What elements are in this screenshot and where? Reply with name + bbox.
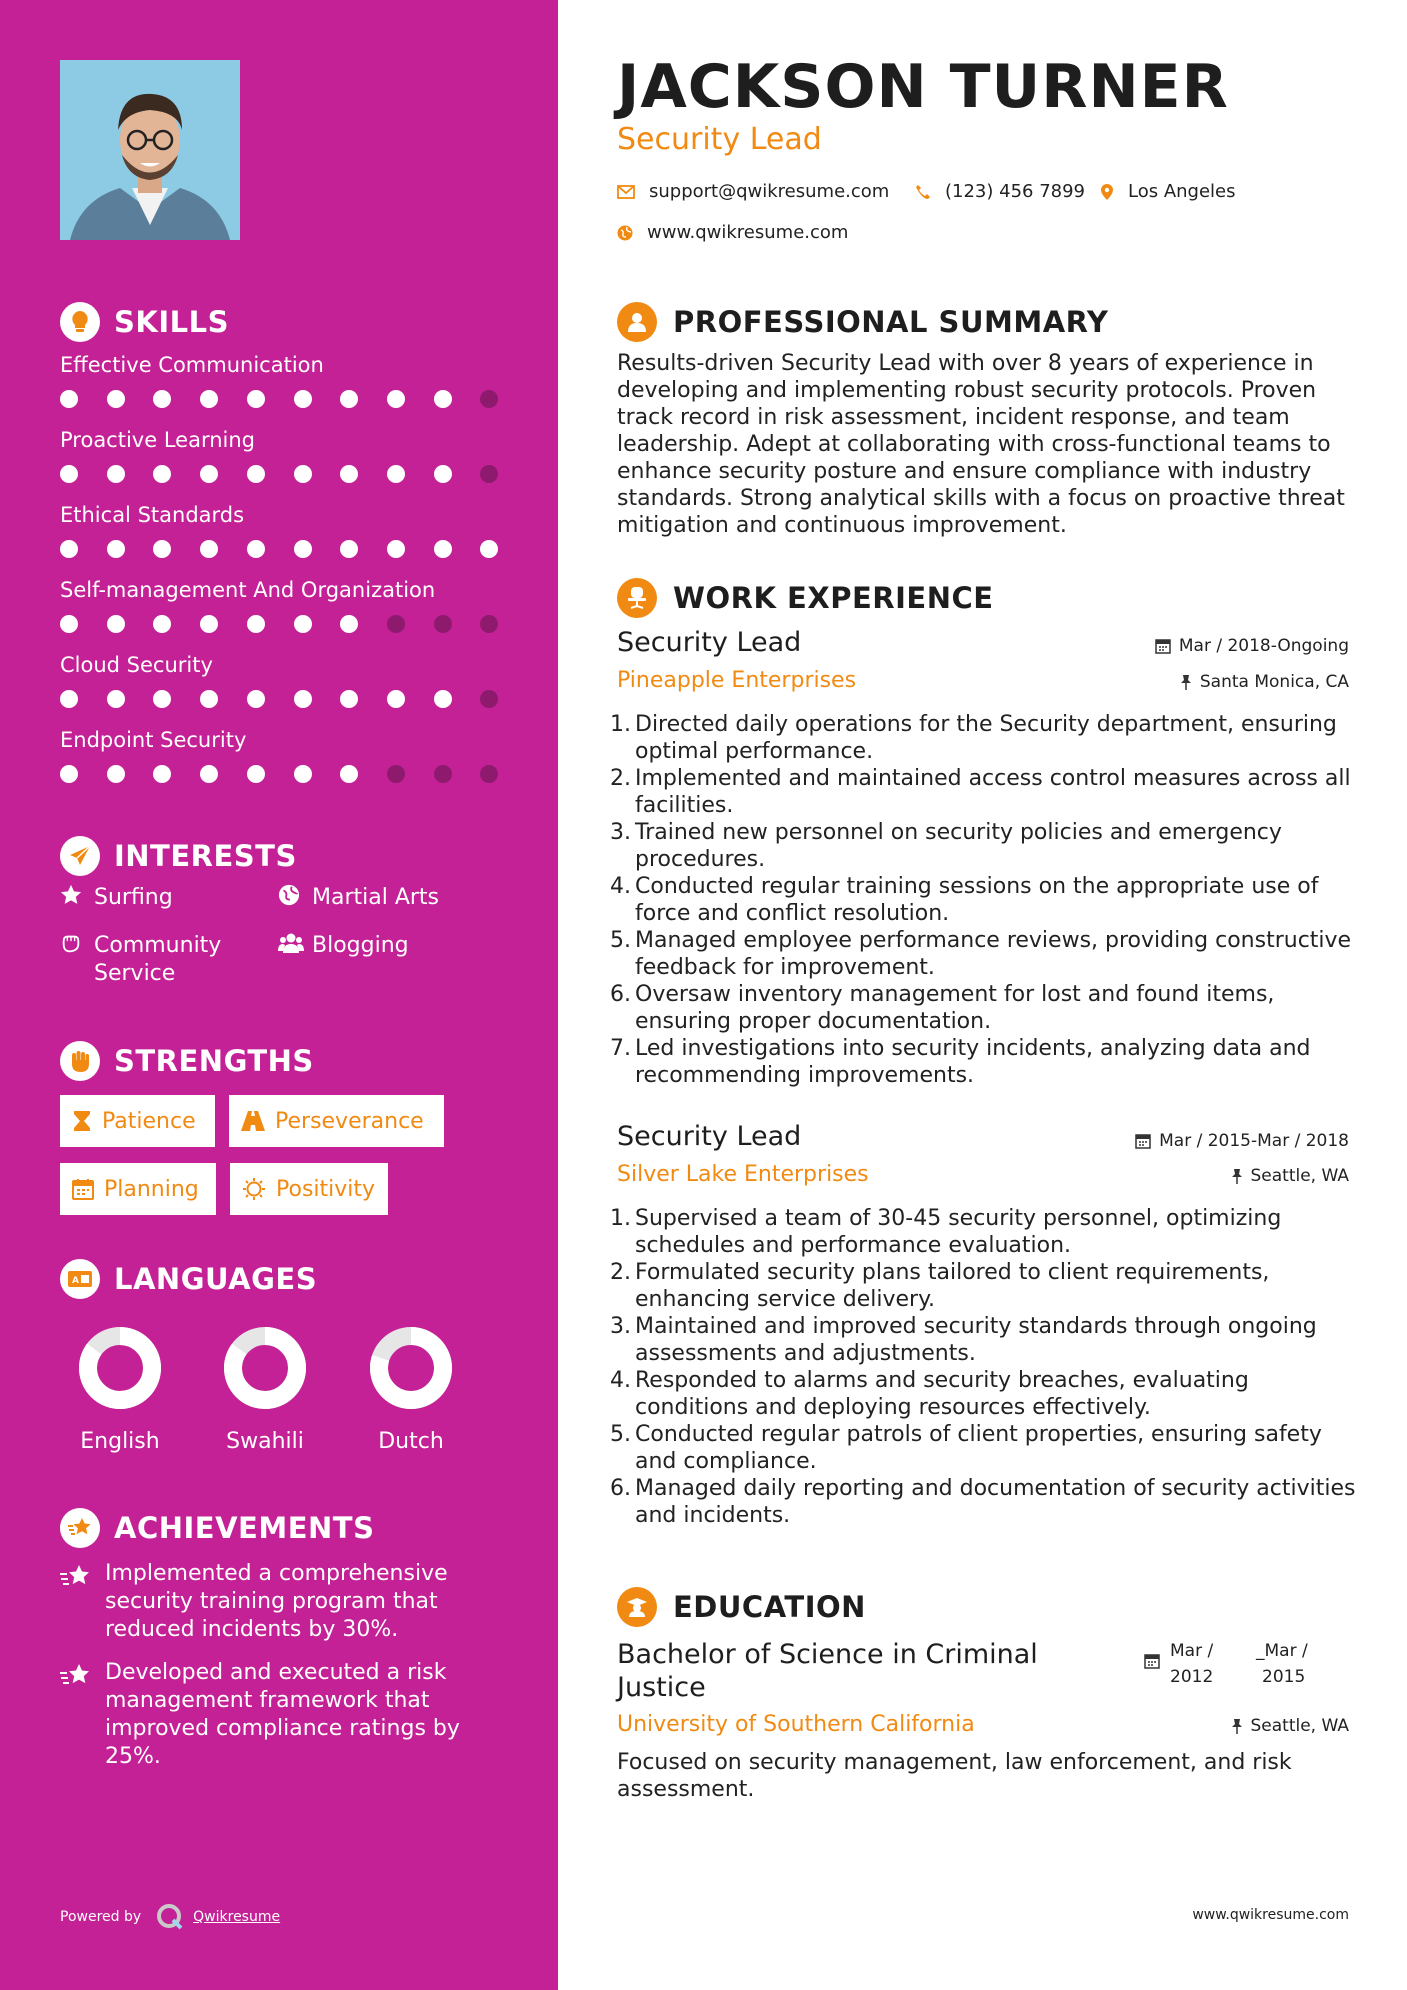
skill-dot-filled <box>434 390 452 408</box>
skill-dot-filled <box>340 765 358 783</box>
skill-dot-filled <box>247 465 265 483</box>
calendar-icon <box>1155 638 1171 654</box>
skill-dot-filled <box>247 690 265 708</box>
graduate-icon <box>617 1587 657 1627</box>
job-bullet <box>610 981 1360 1035</box>
user-icon <box>617 302 657 342</box>
strength-label: Patience <box>102 1108 196 1134</box>
skill-item <box>60 725 510 785</box>
powered-by-label: Powered by <box>60 1909 142 1925</box>
interests-title: INTERESTS <box>114 839 297 873</box>
skill-dot-filled <box>153 390 171 408</box>
skill-dot-filled <box>200 390 218 408</box>
skill-dot-filled <box>294 615 312 633</box>
language-english <box>65 1325 175 1454</box>
skill-dot-filled <box>247 615 265 633</box>
lightbulb-icon <box>60 302 100 342</box>
job-bullet <box>610 1313 1360 1367</box>
skill-dot-filled <box>107 765 125 783</box>
shooting-star-icon <box>60 1560 105 1644</box>
job-company: Silver Lake Enterprises <box>617 1162 869 1187</box>
job-bullet <box>610 819 1360 873</box>
skill-dot-filled <box>340 615 358 633</box>
pushpin-icon <box>1231 1718 1243 1734</box>
bullet-text: Maintained and improved security standards through ongoing assessments and adjustments. <box>635 1314 1317 1366</box>
job-location-text: Santa Monica, CA <box>1199 672 1349 692</box>
star-icon <box>60 884 94 914</box>
skill-item <box>60 650 510 710</box>
skill-name: Proactive Learning <box>60 428 255 452</box>
skill-dot-filled <box>200 615 218 633</box>
strengths-heading <box>60 1041 314 1081</box>
skill-dot-empty <box>387 615 405 633</box>
candidate-role: Security Lead <box>617 122 822 157</box>
job-location-text: Seattle, WA <box>1250 1166 1349 1186</box>
skill-dot-empty <box>480 390 498 408</box>
calendar-icon <box>72 1178 94 1200</box>
bullet-text: Supervised a team of 30-45 security personnel, optimizing schedules and performance evaluation. <box>635 1206 1282 1258</box>
bullet-number: 4. <box>610 874 631 899</box>
skill-dot-filled <box>153 765 171 783</box>
email-text: support@qwikresume.com <box>649 181 890 202</box>
education-end-year: 2015 <box>1262 1667 1306 1687</box>
strength-label: Positivity <box>276 1176 376 1202</box>
skill-rating <box>60 540 510 560</box>
skill-dot-filled <box>60 765 78 783</box>
skill-rating <box>60 765 510 785</box>
interest-blogging <box>278 932 409 962</box>
bullet-number: 3. <box>610 820 631 845</box>
skill-dot-filled <box>340 465 358 483</box>
job-bullet <box>610 1367 1360 1421</box>
job-location <box>1180 672 1349 692</box>
skill-dot-empty <box>480 465 498 483</box>
experience-heading <box>617 578 994 618</box>
language-card-icon <box>60 1259 100 1299</box>
education-start-month: Mar / <box>1170 1641 1214 1661</box>
bullet-text: Oversaw inventory management for lost and found items, ensuring proper documentation. <box>635 982 1275 1034</box>
interest-surfing <box>60 884 173 914</box>
skills-heading <box>60 302 229 342</box>
job-company: Pineapple Enterprises <box>617 668 857 693</box>
skills-title: SKILLS <box>114 305 229 339</box>
skill-dot-filled <box>107 540 125 558</box>
experience-title: WORK EXPERIENCE <box>673 581 994 615</box>
bullet-text: Formulated security plans tailored to client requirements, enhancing service delivery. <box>635 1260 1270 1312</box>
map-pin-icon <box>1100 183 1114 201</box>
powered-by <box>60 1902 280 1932</box>
strengths-title: STRENGTHS <box>114 1044 314 1078</box>
sidebar <box>0 0 558 1990</box>
road-icon <box>241 1111 265 1131</box>
location-text: Los Angeles <box>1128 181 1236 202</box>
skill-dot-filled <box>294 465 312 483</box>
interest-martial-arts <box>278 884 439 914</box>
skill-dot-filled <box>60 540 78 558</box>
skill-dot-filled <box>200 540 218 558</box>
education-location <box>1231 1716 1350 1736</box>
skill-item <box>60 575 510 635</box>
bullet-number: 2. <box>610 766 631 791</box>
sun-icon <box>242 1177 266 1201</box>
job-location <box>1231 1166 1350 1186</box>
office-chair-icon <box>617 578 657 618</box>
users-icon <box>278 932 312 962</box>
calendar-icon <box>1144 1653 1160 1669</box>
job-bullet <box>610 1421 1360 1475</box>
skill-dot-filled <box>434 690 452 708</box>
skill-dot-filled <box>387 390 405 408</box>
interest-label: Surfing <box>94 885 173 910</box>
education-end-month: _Mar / <box>1256 1641 1308 1661</box>
skill-name: Endpoint Security <box>60 728 247 752</box>
achievement-text: Implemented a comprehensive security training program that reduced incidents by 30%. <box>105 1561 448 1642</box>
language-ring <box>77 1325 163 1411</box>
skill-dot-empty <box>387 765 405 783</box>
skill-dot-filled <box>387 540 405 558</box>
achievement-item <box>60 1560 500 1644</box>
skill-dot-filled <box>200 465 218 483</box>
skill-dot-filled <box>387 465 405 483</box>
language-ring <box>222 1325 308 1411</box>
job-bullet <box>610 1035 1360 1089</box>
skill-dot-filled <box>247 390 265 408</box>
skill-dot-filled <box>387 690 405 708</box>
education-school: University of Southern California <box>617 1712 975 1737</box>
strength-planning <box>60 1163 216 1215</box>
qwikresume-link[interactable]: Qwikresume <box>193 1909 281 1925</box>
bullet-text: Implemented and maintained access control measures across all facilities. <box>635 766 1351 818</box>
skill-dot-filled <box>60 690 78 708</box>
paper-plane-icon <box>60 836 100 876</box>
skill-item <box>60 350 510 410</box>
education-degree: Bachelor of Science in Criminal Justice <box>617 1639 1038 1703</box>
envelope-icon <box>617 185 635 199</box>
calendar-icon <box>1135 1133 1151 1149</box>
languages-heading <box>60 1259 317 1299</box>
language-swahili <box>210 1325 320 1454</box>
strength-patience <box>60 1095 215 1147</box>
phone-text: (123) 456 7899 <box>945 181 1086 202</box>
skill-dot-empty <box>434 615 452 633</box>
education-title: EDUCATION <box>673 1590 866 1624</box>
strength-label: Planning <box>104 1176 199 1202</box>
pushpin-icon <box>1231 1168 1243 1184</box>
skill-dot-filled <box>153 540 171 558</box>
education-location-text: Seattle, WA <box>1250 1716 1349 1736</box>
interest-label: Blogging <box>312 933 409 958</box>
skill-name: Cloud Security <box>60 653 213 677</box>
interest-label: Martial Arts <box>312 885 440 910</box>
website-text: www.qwikresume.com <box>647 222 849 243</box>
summary-text: Results-driven Security Lead with over 8 years of experience in developing and implementing robust security protocols. Proven track record in risk assessment, incident response, and team leadership. Adept at collaborating with cross-functional teams to enhance security posture and ensure compliance with industry standards. Strong analytical skills with a focus on proactive threat mitigation and continuous improvement. <box>617 351 1345 538</box>
bullet-number: 6. <box>610 982 631 1007</box>
skill-dot-filled <box>247 765 265 783</box>
skill-dot-filled <box>60 390 78 408</box>
bullet-number: 3. <box>610 1314 631 1339</box>
skill-dot-filled <box>153 615 171 633</box>
skill-rating <box>60 390 510 410</box>
skill-dot-empty <box>480 765 498 783</box>
education-heading <box>617 1587 866 1627</box>
languages-title: LANGUAGES <box>114 1262 318 1296</box>
skill-dot-filled <box>294 765 312 783</box>
skill-dot-filled <box>480 540 498 558</box>
skill-rating <box>60 465 510 485</box>
bullet-text: Conducted regular training sessions on the appropriate use of force and conflict resolution. <box>635 874 1319 926</box>
bullet-text: Directed daily operations for the Security department, ensuring optimal performance. <box>635 712 1337 764</box>
hourglass-icon <box>72 1110 92 1132</box>
fist-icon <box>60 1041 100 1081</box>
skill-dot-filled <box>153 465 171 483</box>
bullet-number: 1. <box>610 712 631 737</box>
job-dates <box>1155 636 1349 656</box>
bullet-text: Responded to alarms and security breaches, evaluating conditions and deploying resources effectively. <box>635 1368 1249 1420</box>
skill-rating <box>60 615 510 635</box>
interest-community-service <box>60 932 260 988</box>
skill-dot-empty <box>480 615 498 633</box>
job-bullet <box>610 1205 1360 1259</box>
phone-icon <box>915 184 931 200</box>
skill-dot-filled <box>340 390 358 408</box>
bullet-text: Trained new personnel on security policies and emergency procedures. <box>635 820 1282 872</box>
skill-dot-filled <box>247 540 265 558</box>
job-bullet <box>610 711 1360 765</box>
job-bullets <box>610 711 1360 1089</box>
bullet-text: Managed daily reporting and documentation of security activities and incidents. <box>635 1476 1356 1528</box>
job-title: Security Lead <box>617 1121 802 1152</box>
shooting-star-icon <box>60 1508 100 1548</box>
skill-dot-filled <box>294 690 312 708</box>
job-bullets <box>610 1205 1360 1529</box>
education-start-year: 2012 <box>1170 1667 1214 1687</box>
svg-text:A: A <box>72 1276 79 1286</box>
contact-phone[interactable] <box>915 181 1085 202</box>
profile-photo <box>60 60 240 240</box>
language-name: English <box>80 1429 160 1454</box>
skill-dot-filled <box>200 690 218 708</box>
strength-positivity <box>230 1163 388 1215</box>
bullet-number: 2. <box>610 1260 631 1285</box>
job-bullet <box>610 1259 1360 1313</box>
achievement-text: Developed and executed a risk management framework that improved compliance ratings by 25%. <box>105 1660 460 1769</box>
skill-dot-filled <box>340 540 358 558</box>
skill-dot-filled <box>107 390 125 408</box>
achievements-title: ACHIEVEMENTS <box>114 1511 375 1545</box>
qwikresume-logo-icon <box>155 1902 185 1932</box>
education-end-date <box>1256 1638 1308 1690</box>
skill-dot-empty <box>434 765 452 783</box>
contact-location <box>1100 181 1236 202</box>
bullet-number: 7. <box>610 1036 631 1061</box>
education-description: Focused on security management, law enforcement, and risk assessment. <box>617 1750 1292 1802</box>
bullet-text: Led investigations into security incidents, analyzing data and recommending improvements. <box>635 1036 1311 1088</box>
skill-dot-filled <box>294 390 312 408</box>
skill-rating <box>60 690 510 710</box>
contact-email[interactable] <box>617 181 889 202</box>
skill-dot-filled <box>153 690 171 708</box>
job-dates <box>1135 1131 1349 1151</box>
skill-dot-filled <box>200 765 218 783</box>
language-name: Swahili <box>226 1429 304 1454</box>
skill-dot-filled <box>294 540 312 558</box>
summary-title: PROFESSIONAL SUMMARY <box>673 305 1109 339</box>
skill-item <box>60 425 510 485</box>
hand-icon <box>60 932 94 988</box>
shooting-star-icon <box>60 1659 105 1771</box>
achievement-item <box>60 1659 500 1771</box>
bullet-text: Managed employee performance reviews, providing constructive feedback for improvement. <box>635 928 1352 980</box>
strength-label: Perseverance <box>275 1108 424 1134</box>
skill-dot-filled <box>107 690 125 708</box>
skill-dot-empty <box>480 690 498 708</box>
skill-dot-filled <box>434 465 452 483</box>
footer-website[interactable]: www.qwikresume.com <box>1192 1907 1349 1923</box>
job-title: Security Lead <box>617 627 802 658</box>
skill-dot-filled <box>60 615 78 633</box>
job-dates-text: Mar / 2018-Ongoing <box>1178 636 1349 656</box>
strength-perseverance <box>229 1095 444 1147</box>
bullet-text: Conducted regular patrols of client properties, ensuring safety and compliance. <box>635 1422 1322 1474</box>
job-dates-text: Mar / 2015-Mar / 2018 <box>1159 1131 1349 1151</box>
contact-website[interactable] <box>617 222 848 243</box>
skill-name: Effective Communication <box>60 353 324 377</box>
bullet-number: 1. <box>610 1206 631 1231</box>
interests-heading <box>60 836 297 876</box>
job-bullet <box>610 1475 1360 1529</box>
language-dutch <box>356 1325 466 1454</box>
bullet-number: 5. <box>610 928 631 953</box>
bullet-number: 5. <box>610 1422 631 1447</box>
bullet-number: 4. <box>610 1368 631 1393</box>
skill-dot-filled <box>340 690 358 708</box>
skill-item <box>60 500 510 560</box>
globe-icon <box>617 225 633 241</box>
globe-icon <box>278 884 312 914</box>
summary-heading <box>617 302 1108 342</box>
job-bullet <box>610 927 1360 981</box>
skill-name: Self-management And Organization <box>60 578 436 602</box>
language-name: Dutch <box>378 1429 444 1454</box>
skill-name: Ethical Standards <box>60 503 245 527</box>
candidate-name: JACKSON TURNER <box>617 52 1229 122</box>
pushpin-icon <box>1180 674 1192 690</box>
job-bullet <box>610 765 1360 819</box>
skill-dot-filled <box>434 540 452 558</box>
achievements-heading <box>60 1508 374 1548</box>
education-start-date <box>1170 1638 1213 1690</box>
job-bullet <box>610 873 1360 927</box>
interest-label: Community Service <box>94 933 222 986</box>
language-ring <box>368 1325 454 1411</box>
skill-dot-filled <box>107 615 125 633</box>
skill-dot-filled <box>107 465 125 483</box>
skill-dot-filled <box>60 465 78 483</box>
bullet-number: 6. <box>610 1476 631 1501</box>
